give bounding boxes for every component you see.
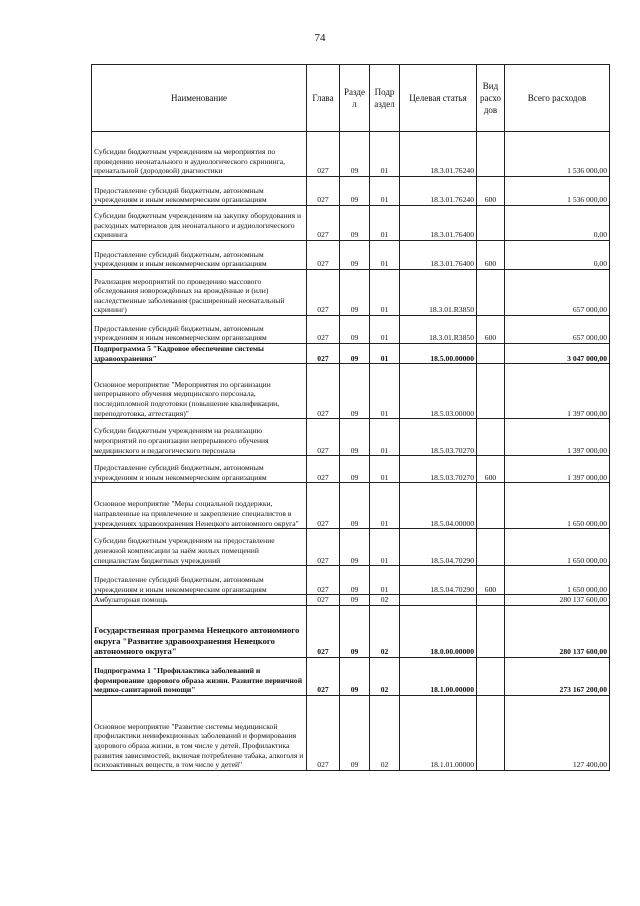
cell-type: 600	[477, 316, 505, 344]
cell-name: Подпрограмма 5 "Кадровое обеспечение системы здравоохранения"	[92, 344, 307, 364]
cell-type	[477, 344, 505, 364]
cell-chapter: 027	[307, 270, 340, 316]
cell-amount: 3 047 000,00	[505, 344, 610, 364]
cell-type	[477, 695, 505, 770]
table-row	[92, 595, 610, 606]
cell-subsection: 01	[370, 344, 400, 364]
cell-amount: 1 397 000,00	[505, 456, 610, 483]
cell-subsection: 01	[370, 270, 400, 316]
cell-target: 18.5.03.00000	[400, 364, 477, 419]
cell-section: 09	[340, 206, 370, 241]
cell-subsection: 01	[370, 456, 400, 483]
cell-chapter: 027	[307, 529, 340, 566]
cell-subsection: 01	[370, 419, 400, 456]
cell-type	[477, 529, 505, 566]
cell-chapter: 027	[307, 566, 340, 595]
cell-chapter: 027	[307, 316, 340, 344]
cell-subsection: 01	[370, 364, 400, 419]
header-subsection: Подр аздел	[370, 65, 400, 132]
cell-name: Предоставление субсидий бюджетным, автономным учреждениям и иным некоммерческим организациям	[92, 456, 307, 483]
cell-target: 18.1.00.00000	[400, 657, 477, 695]
header-total: Всего расходов	[505, 65, 610, 132]
cell-type: 600	[477, 456, 505, 483]
cell-section: 09	[340, 419, 370, 456]
cell-type	[477, 132, 505, 177]
cell-name: Основное мероприятие "Мероприятия по организации непрерывного обучения медицинского персонала, последипломной подготовки (повышение квалификации, переподготовка, аттестация)"	[92, 364, 307, 419]
cell-name: Субсидии бюджетным учреждениям на предоставление денежной компенсации за наём жилых помещений специалистам бюджетных учреждений	[92, 529, 307, 566]
cell-section: 09	[340, 605, 370, 657]
cell-type: 600	[477, 177, 505, 206]
cell-target: 18.3.01.76400	[400, 206, 477, 241]
cell-name: Государственная программа Ненецкого автономного округа "Развитие здравоохранения Ненецкого автономного округа"	[92, 605, 307, 657]
cell-section: 09	[340, 595, 370, 606]
cell-type	[477, 270, 505, 316]
cell-section: 09	[340, 657, 370, 695]
header-expense-type: Вид расхо дов	[477, 65, 505, 132]
cell-target: 18.1.01.00000	[400, 695, 477, 770]
cell-type	[477, 657, 505, 695]
cell-subsection: 01	[370, 483, 400, 529]
table-row	[92, 316, 610, 344]
budget-table	[91, 64, 610, 771]
cell-subsection: 01	[370, 206, 400, 241]
cell-section: 09	[340, 456, 370, 483]
cell-subsection: 02	[370, 605, 400, 657]
cell-amount: 1 536 000,00	[505, 177, 610, 206]
cell-chapter: 027	[307, 344, 340, 364]
cell-name: Основное мероприятие "Меры социальной поддержки, направленные на привлечение и закрепление специалистов в учреждениях здравоохранения Ненецкого автономного округа"	[92, 483, 307, 529]
cell-name: Предоставление субсидий бюджетным, автономным учреждениям и иным некоммерческим организациям	[92, 566, 307, 595]
cell-type	[477, 419, 505, 456]
table-row	[92, 364, 610, 419]
cell-type	[477, 605, 505, 657]
table-row	[92, 419, 610, 456]
cell-section: 09	[340, 483, 370, 529]
cell-section: 09	[340, 241, 370, 270]
cell-amount: 657 000,00	[505, 270, 610, 316]
cell-amount: 280 137 600,00	[505, 605, 610, 657]
cell-chapter: 027	[307, 241, 340, 270]
cell-target: 18.5.04.70290	[400, 529, 477, 566]
cell-amount: 1 397 000,00	[505, 364, 610, 419]
cell-chapter: 027	[307, 595, 340, 606]
cell-section: 09	[340, 316, 370, 344]
table-row	[92, 529, 610, 566]
header-row	[92, 65, 610, 132]
cell-target: 18.5.03.70270	[400, 419, 477, 456]
cell-chapter: 027	[307, 206, 340, 241]
table-row	[92, 270, 610, 316]
cell-target: 18.3.01.R3850	[400, 270, 477, 316]
header-name: Наименование	[92, 65, 307, 132]
cell-target	[400, 595, 477, 606]
cell-section: 09	[340, 344, 370, 364]
cell-section: 09	[340, 529, 370, 566]
table-row	[92, 132, 610, 177]
cell-name: Подпрограмма 1 "Профилактика заболеваний и формирование здорового образа жизни. Развитие первичной медико-санитарной помощи"	[92, 657, 307, 695]
cell-amount: 1 650 000,00	[505, 529, 610, 566]
page-number: 74	[314, 32, 326, 44]
cell-name: Амбулаторная помощь	[92, 595, 307, 606]
cell-name: Субсидии бюджетным учреждениям на реализацию мероприятий по организации непрерывного обучения медицинского и педагогического персонала	[92, 419, 307, 456]
cell-target: 18.5.00.00000	[400, 344, 477, 364]
cell-chapter: 027	[307, 483, 340, 529]
cell-amount: 273 167 200,00	[505, 657, 610, 695]
header-section: Разде л	[340, 65, 370, 132]
cell-chapter: 027	[307, 605, 340, 657]
cell-name: Основное мероприятие "Развитие системы медицинской профилактики неинфекционных заболеваний и формирования здорового образа жизни, в том числе у детей. Профилактика развития зависимостей, включая потребление табака, алкоголя и психоактивных веществ, в том числе у детей"	[92, 695, 307, 770]
cell-name: Предоставление субсидий бюджетным, автономным учреждениям и иным некоммерческим организациям	[92, 316, 307, 344]
cell-subsection: 01	[370, 316, 400, 344]
cell-chapter: 027	[307, 419, 340, 456]
cell-name: Субсидии бюджетным учреждениям на закупку оборудования и расходных материалов для неонатального и аудиологического скрининга	[92, 206, 307, 241]
cell-target: 18.3.01.R3850	[400, 316, 477, 344]
cell-amount: 1 650 000,00	[505, 566, 610, 595]
table-row	[92, 177, 610, 206]
cell-section: 09	[340, 364, 370, 419]
cell-type	[477, 595, 505, 606]
cell-type	[477, 206, 505, 241]
cell-type: 600	[477, 241, 505, 270]
cell-chapter: 027	[307, 456, 340, 483]
table-row	[92, 657, 610, 695]
cell-section: 09	[340, 132, 370, 177]
cell-target: 18.0.00.00000	[400, 605, 477, 657]
cell-subsection: 01	[370, 132, 400, 177]
cell-amount: 1 397 000,00	[505, 419, 610, 456]
cell-name: Реализация мероприятий по проведению массового обследования новорождённых на врождённые и (или) наследственные заболевания (расширенный неонатальный скрининг)	[92, 270, 307, 316]
cell-target: 18.5.03.70270	[400, 456, 477, 483]
table-row	[92, 344, 610, 364]
cell-subsection: 02	[370, 595, 400, 606]
cell-subsection: 01	[370, 177, 400, 206]
cell-type	[477, 483, 505, 529]
table-row	[92, 206, 610, 241]
cell-target: 18.5.04.00000	[400, 483, 477, 529]
header-target: Целевая статья	[400, 65, 477, 132]
cell-type	[477, 364, 505, 419]
cell-subsection: 01	[370, 566, 400, 595]
cell-subsection: 01	[370, 529, 400, 566]
cell-section: 09	[340, 270, 370, 316]
table-row	[92, 241, 610, 270]
table-row	[92, 456, 610, 483]
cell-target: 18.3.01.76400	[400, 241, 477, 270]
cell-target: 18.3.01.76240	[400, 177, 477, 206]
cell-section: 09	[340, 695, 370, 770]
cell-chapter: 027	[307, 364, 340, 419]
table-row	[92, 605, 610, 657]
cell-target: 18.3.01.76240	[400, 132, 477, 177]
cell-amount: 1 536 000,00	[505, 132, 610, 177]
cell-type: 600	[477, 566, 505, 595]
cell-amount: 0,00	[505, 206, 610, 241]
cell-section: 09	[340, 566, 370, 595]
table-row	[92, 483, 610, 529]
table-row	[92, 566, 610, 595]
cell-subsection: 02	[370, 657, 400, 695]
cell-chapter: 027	[307, 695, 340, 770]
table-row	[92, 695, 610, 770]
cell-amount: 657 000,00	[505, 316, 610, 344]
cell-amount: 1 650 000,00	[505, 483, 610, 529]
cell-name: Субсидии бюджетным учреждениям на мероприятия по проведению неонатального и аудиологического скрининга, пренатальной (дородовой) диагностики	[92, 132, 307, 177]
cell-target: 18.5.04.70290	[400, 566, 477, 595]
cell-amount: 280 137 600,00	[505, 595, 610, 606]
cell-name: Предоставление субсидий бюджетным, автономным учреждениям и иным некоммерческим организациям	[92, 241, 307, 270]
cell-section: 09	[340, 177, 370, 206]
cell-subsection: 01	[370, 241, 400, 270]
cell-subsection: 02	[370, 695, 400, 770]
cell-chapter: 027	[307, 177, 340, 206]
cell-name: Предоставление субсидий бюджетным, автономным учреждениям и иным некоммерческим организациям	[92, 177, 307, 206]
cell-chapter: 027	[307, 132, 340, 177]
cell-amount: 127 400,00	[505, 695, 610, 770]
cell-chapter: 027	[307, 657, 340, 695]
header-chapter: Глава	[307, 65, 340, 132]
cell-amount: 0,00	[505, 241, 610, 270]
